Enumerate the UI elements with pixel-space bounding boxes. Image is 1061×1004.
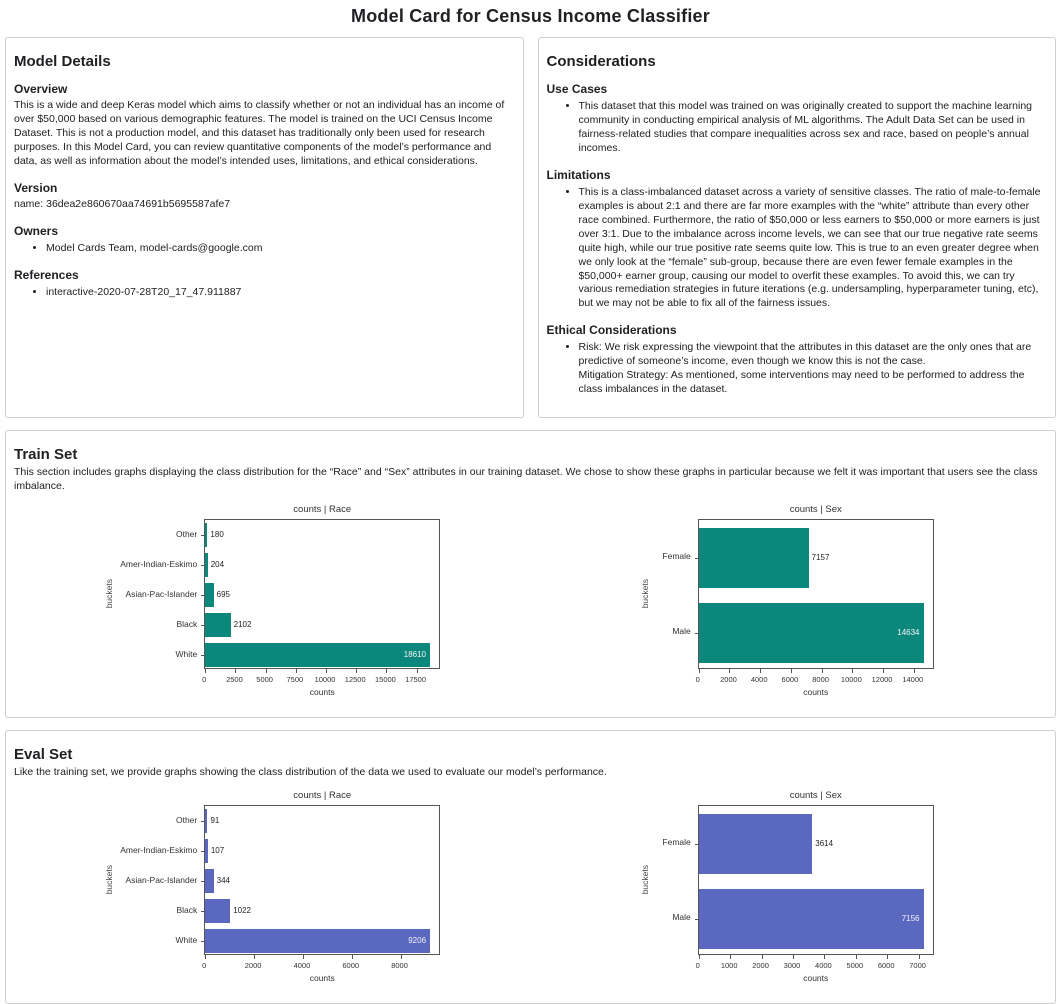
category-axis	[652, 519, 698, 669]
eval-sex-chart	[638, 790, 934, 983]
x-tick-mark	[824, 955, 825, 959]
x-tick-label: 1000	[720, 961, 738, 971]
x-tick-label: 8000	[812, 675, 829, 685]
x-tick-mark	[729, 669, 730, 673]
x-tick-label: 5000	[846, 961, 864, 971]
ethical-list	[547, 341, 1044, 397]
x-tick-label: 0	[695, 961, 700, 971]
bar-value-label: 1022	[233, 906, 251, 916]
x-tick-label: 2000	[720, 675, 737, 685]
x-tick-mark	[760, 669, 761, 673]
bar-white	[205, 643, 430, 667]
y-axis-label-text: buckets	[104, 865, 115, 895]
bar-asian-pac-islander	[205, 583, 213, 607]
x-axis-label: counts	[803, 687, 829, 698]
x-tick-label: 7000	[909, 961, 926, 971]
category-axis	[116, 519, 204, 669]
y-axis-label-text: buckets	[639, 579, 650, 609]
train-set-title: Train Set	[14, 446, 78, 464]
train-race-chart	[102, 504, 440, 697]
model-details-title: Model Details	[14, 53, 111, 70]
category-axis	[652, 805, 698, 955]
x-tick-label: 12000	[871, 675, 893, 685]
bar-asian-pac-islander	[205, 869, 213, 893]
bar-value-label: 91	[210, 816, 220, 826]
x-axis-ticks	[204, 675, 440, 686]
x-tick-mark	[386, 669, 387, 673]
x-tick-mark	[401, 955, 402, 959]
bar-amer-indian-eskimo	[205, 839, 208, 863]
considerations-card	[538, 37, 1057, 418]
bar-amer-indian-eskimo	[205, 553, 207, 577]
ethical-item	[579, 341, 1044, 397]
category-label: Male	[672, 912, 691, 923]
train-sex-chart	[638, 504, 934, 697]
eval-set-card	[5, 730, 1056, 1004]
considerations-title: Considerations	[546, 53, 656, 70]
x-tick-mark	[822, 669, 823, 673]
bar-value-label: 695	[216, 590, 230, 600]
train-sex-chart-slot	[529, 504, 1044, 697]
bar-value-label: 344	[216, 876, 230, 886]
bar-value-label: 3614	[815, 838, 834, 848]
x-axis-ticks	[695, 961, 934, 972]
chart-body	[102, 805, 440, 955]
bar-value-label: 2102	[233, 620, 252, 630]
owners-list	[14, 242, 511, 256]
x-tick-label: 7500	[286, 675, 304, 685]
plot-area	[698, 519, 934, 669]
ethical-mitigation: Mitigation Strategy: As mentioned, some interventions may need to be performed to address the class imbalances in the dataset.	[578, 369, 1025, 396]
x-tick-mark	[417, 669, 418, 673]
bar-black	[205, 899, 230, 923]
ethical-risk: Risk: We risk expressing the viewpoint that the attributes in this dataset are the only ones that are predictive of someone’s income, even though we know this is not the case.	[578, 341, 1032, 368]
limitations-item: • This is a class-imbalanced dataset across a variety of sensitive classes. The ratio of male-to-female examples is about 2:1 and there are far more examples with the “white” attribute than every other race combined. Furthermore, the ratio of $50,000 or less earners to $50,000 or more earners is just over 3:1. Due to the imbalance across income levels, we can see that our true negative rate seems quite high, while our true positive rate seems quite low. This is true to an even greater degree when we only look at the “female” sub-group, because there are even fewer female examples in the $50,000+ earner group, causing our model to overfit these examples. To avoid this, we can try various remediation strategies in future iterations (e.g. undersampling, hyperparameter tuning, etc), but we may not be able to fix all of the fairness issues.	[579, 186, 1044, 312]
chart-body	[638, 519, 934, 669]
train-charts-row	[14, 504, 1043, 697]
category-label: Asian-Pac-Islander	[125, 874, 198, 885]
x-axis-ticks	[695, 675, 934, 686]
x-tick-label: 5000	[256, 675, 273, 685]
category-label: Asian-Pac-Islander	[125, 588, 198, 599]
x-tick-mark	[205, 669, 206, 673]
category-label: Black	[176, 618, 198, 629]
x-axis-label: counts	[309, 687, 335, 698]
x-tick-mark	[730, 955, 731, 959]
category-label: Female	[662, 837, 691, 848]
bar-black	[205, 613, 230, 637]
y-axis-label	[102, 519, 116, 669]
x-tick-mark	[356, 669, 357, 673]
eval-race-chart-slot	[14, 790, 529, 983]
x-tick-label: 6000	[781, 675, 799, 685]
chart-title: counts | Race	[293, 790, 352, 802]
x-tick-mark	[254, 955, 255, 959]
train-race-chart-slot	[14, 504, 529, 697]
bar-other	[205, 523, 207, 547]
plot-area	[698, 805, 934, 955]
x-tick-label: 14000	[902, 675, 924, 685]
category-label: White	[175, 648, 198, 659]
bar-female	[699, 814, 813, 874]
x-tick-mark	[887, 955, 888, 959]
category-label: Amer-Indian-Eskimo	[120, 844, 198, 855]
bar-white	[205, 929, 430, 953]
version-body: name: 36dea2e860670aa74691b5695587afe7	[14, 197, 231, 210]
x-tick-label: 4000	[815, 961, 832, 971]
x-tick-label: 2000	[752, 961, 769, 971]
y-axis-label	[638, 519, 652, 669]
owners-heading: Owners	[14, 223, 59, 238]
eval-set-description: Like the training set, we provide graphs showing the class distribution of the data we used to evaluate our model’s performance.	[14, 766, 607, 779]
chart-title: counts | Sex	[789, 790, 842, 802]
x-tick-label: 3000	[783, 961, 801, 971]
bar-female	[699, 528, 809, 588]
top-cards-row	[5, 37, 1056, 418]
overview-heading: Overview	[14, 82, 68, 96]
category-label: Female	[662, 551, 691, 562]
x-tick-mark	[791, 669, 792, 673]
x-tick-mark	[762, 955, 763, 959]
x-tick-mark	[793, 955, 794, 959]
eval-set-title: Eval Set	[14, 746, 73, 764]
bar-value-label: 107	[210, 846, 225, 856]
bar-male	[699, 603, 924, 663]
x-tick-label: 17500	[405, 675, 427, 685]
x-axis-label: counts	[309, 973, 335, 984]
eval-race-chart	[102, 790, 440, 983]
x-tick-mark	[303, 955, 304, 959]
x-tick-mark	[919, 955, 920, 959]
x-tick-mark	[852, 669, 853, 673]
y-axis-label	[102, 805, 116, 955]
eval-sex-chart-slot	[529, 790, 1044, 983]
bar-value-label: 14634	[897, 627, 920, 637]
references-list	[14, 286, 511, 300]
y-axis-label	[638, 805, 652, 955]
use-cases-heading: Use Cases	[546, 82, 608, 96]
x-tick-label: 0	[695, 675, 700, 685]
y-axis-label-text: buckets	[104, 579, 115, 609]
train-set-description: This section includes graphs displaying the class distribution for the “Race” and “Sex” attributes in our training dataset. We chose to show these graphs in particular because we felt it was important that users see the class imbalance.	[14, 466, 1038, 493]
x-tick-mark	[699, 669, 700, 673]
x-tick-mark	[883, 669, 884, 673]
chart-title: counts | Sex	[789, 504, 842, 516]
x-tick-label: 12500	[344, 675, 366, 685]
x-tick-label: 6000	[877, 961, 895, 971]
page-title: Model Card for Census Income Classifier	[351, 6, 710, 26]
plot-area	[204, 805, 440, 955]
bar-male	[699, 889, 924, 949]
owners-item: • Model Cards Team, model-cards@google.com	[46, 242, 511, 256]
plot-area	[204, 519, 440, 669]
x-tick-label: 4000	[750, 675, 768, 685]
bar-value-label: 18610	[403, 650, 426, 660]
limitations-heading: Limitations	[546, 167, 611, 182]
category-axis	[116, 805, 204, 955]
x-tick-label: 2000	[244, 961, 262, 971]
category-label: Black	[176, 904, 198, 915]
category-label: Male	[672, 626, 691, 637]
category-label: White	[175, 934, 198, 945]
bar-value-label: 7157	[811, 552, 830, 562]
model-details-card	[5, 37, 524, 418]
references-heading: References	[14, 267, 79, 282]
x-tick-mark	[266, 669, 267, 673]
x-tick-label: 15000	[374, 675, 396, 685]
x-tick-mark	[914, 669, 915, 673]
x-tick-label: 10000	[840, 675, 862, 685]
references-item: • interactive-2020-07-28T20_17_47.911887	[46, 286, 511, 300]
category-label: Other	[175, 814, 198, 825]
ethical-heading: Ethical Considerations	[546, 323, 677, 338]
bar-other	[205, 809, 207, 833]
bar-value-label: 204	[210, 560, 225, 570]
x-tick-mark	[296, 669, 297, 673]
overview-body: This is a wide and deep Keras model which aims to classify whether or not an individual has an income of over $50,000 based on various demographic features. The model is trained on the UCI Census Income Dataset. This is not a production model, and this dataset has traditionally only been used for research purposes. In this Model Card, you can review quantitative components of the model’s performance and data, as well as information about the model’s intended uses, limitations, and ethical considerations.	[14, 99, 505, 167]
x-tick-mark	[235, 669, 236, 673]
eval-charts-row	[14, 790, 1043, 983]
category-label: Amer-Indian-Eskimo	[120, 558, 198, 569]
x-tick-label: 8000	[391, 961, 408, 971]
x-tick-label: 0	[202, 961, 207, 971]
x-tick-label: 4000	[293, 961, 311, 971]
x-axis-ticks	[204, 961, 440, 972]
x-tick-mark	[352, 955, 353, 959]
x-tick-mark	[856, 955, 857, 959]
use-cases-item: • This dataset that this model was trained on was originally created to support the machine learning community in conducting empirical analysis of ML algorithms. The Adult Data Set can be used in fairness-related studies that compare inequalities across sex and race, based on people’s annual incomes.	[579, 100, 1044, 156]
chart-title: counts | Race	[293, 504, 352, 516]
train-set-card	[5, 430, 1056, 718]
x-tick-label: 10000	[314, 675, 336, 685]
x-tick-mark	[326, 669, 327, 673]
version-heading: Version	[14, 180, 58, 195]
category-label: Other	[175, 528, 198, 539]
x-axis-label: counts	[803, 973, 829, 984]
use-cases-list	[547, 100, 1044, 156]
chart-body	[102, 519, 440, 669]
x-tick-mark	[205, 955, 206, 959]
x-tick-label: 2500	[226, 675, 243, 685]
bar-value-label: 180	[210, 530, 224, 540]
x-tick-label: 0	[202, 675, 207, 685]
bar-value-label: 7156	[901, 913, 920, 923]
limitations-list	[547, 186, 1044, 312]
x-tick-mark	[699, 955, 700, 959]
y-axis-label-text: buckets	[639, 865, 650, 895]
x-tick-label: 6000	[342, 961, 360, 971]
bar-value-label: 9206	[408, 936, 427, 946]
chart-body	[638, 805, 934, 955]
